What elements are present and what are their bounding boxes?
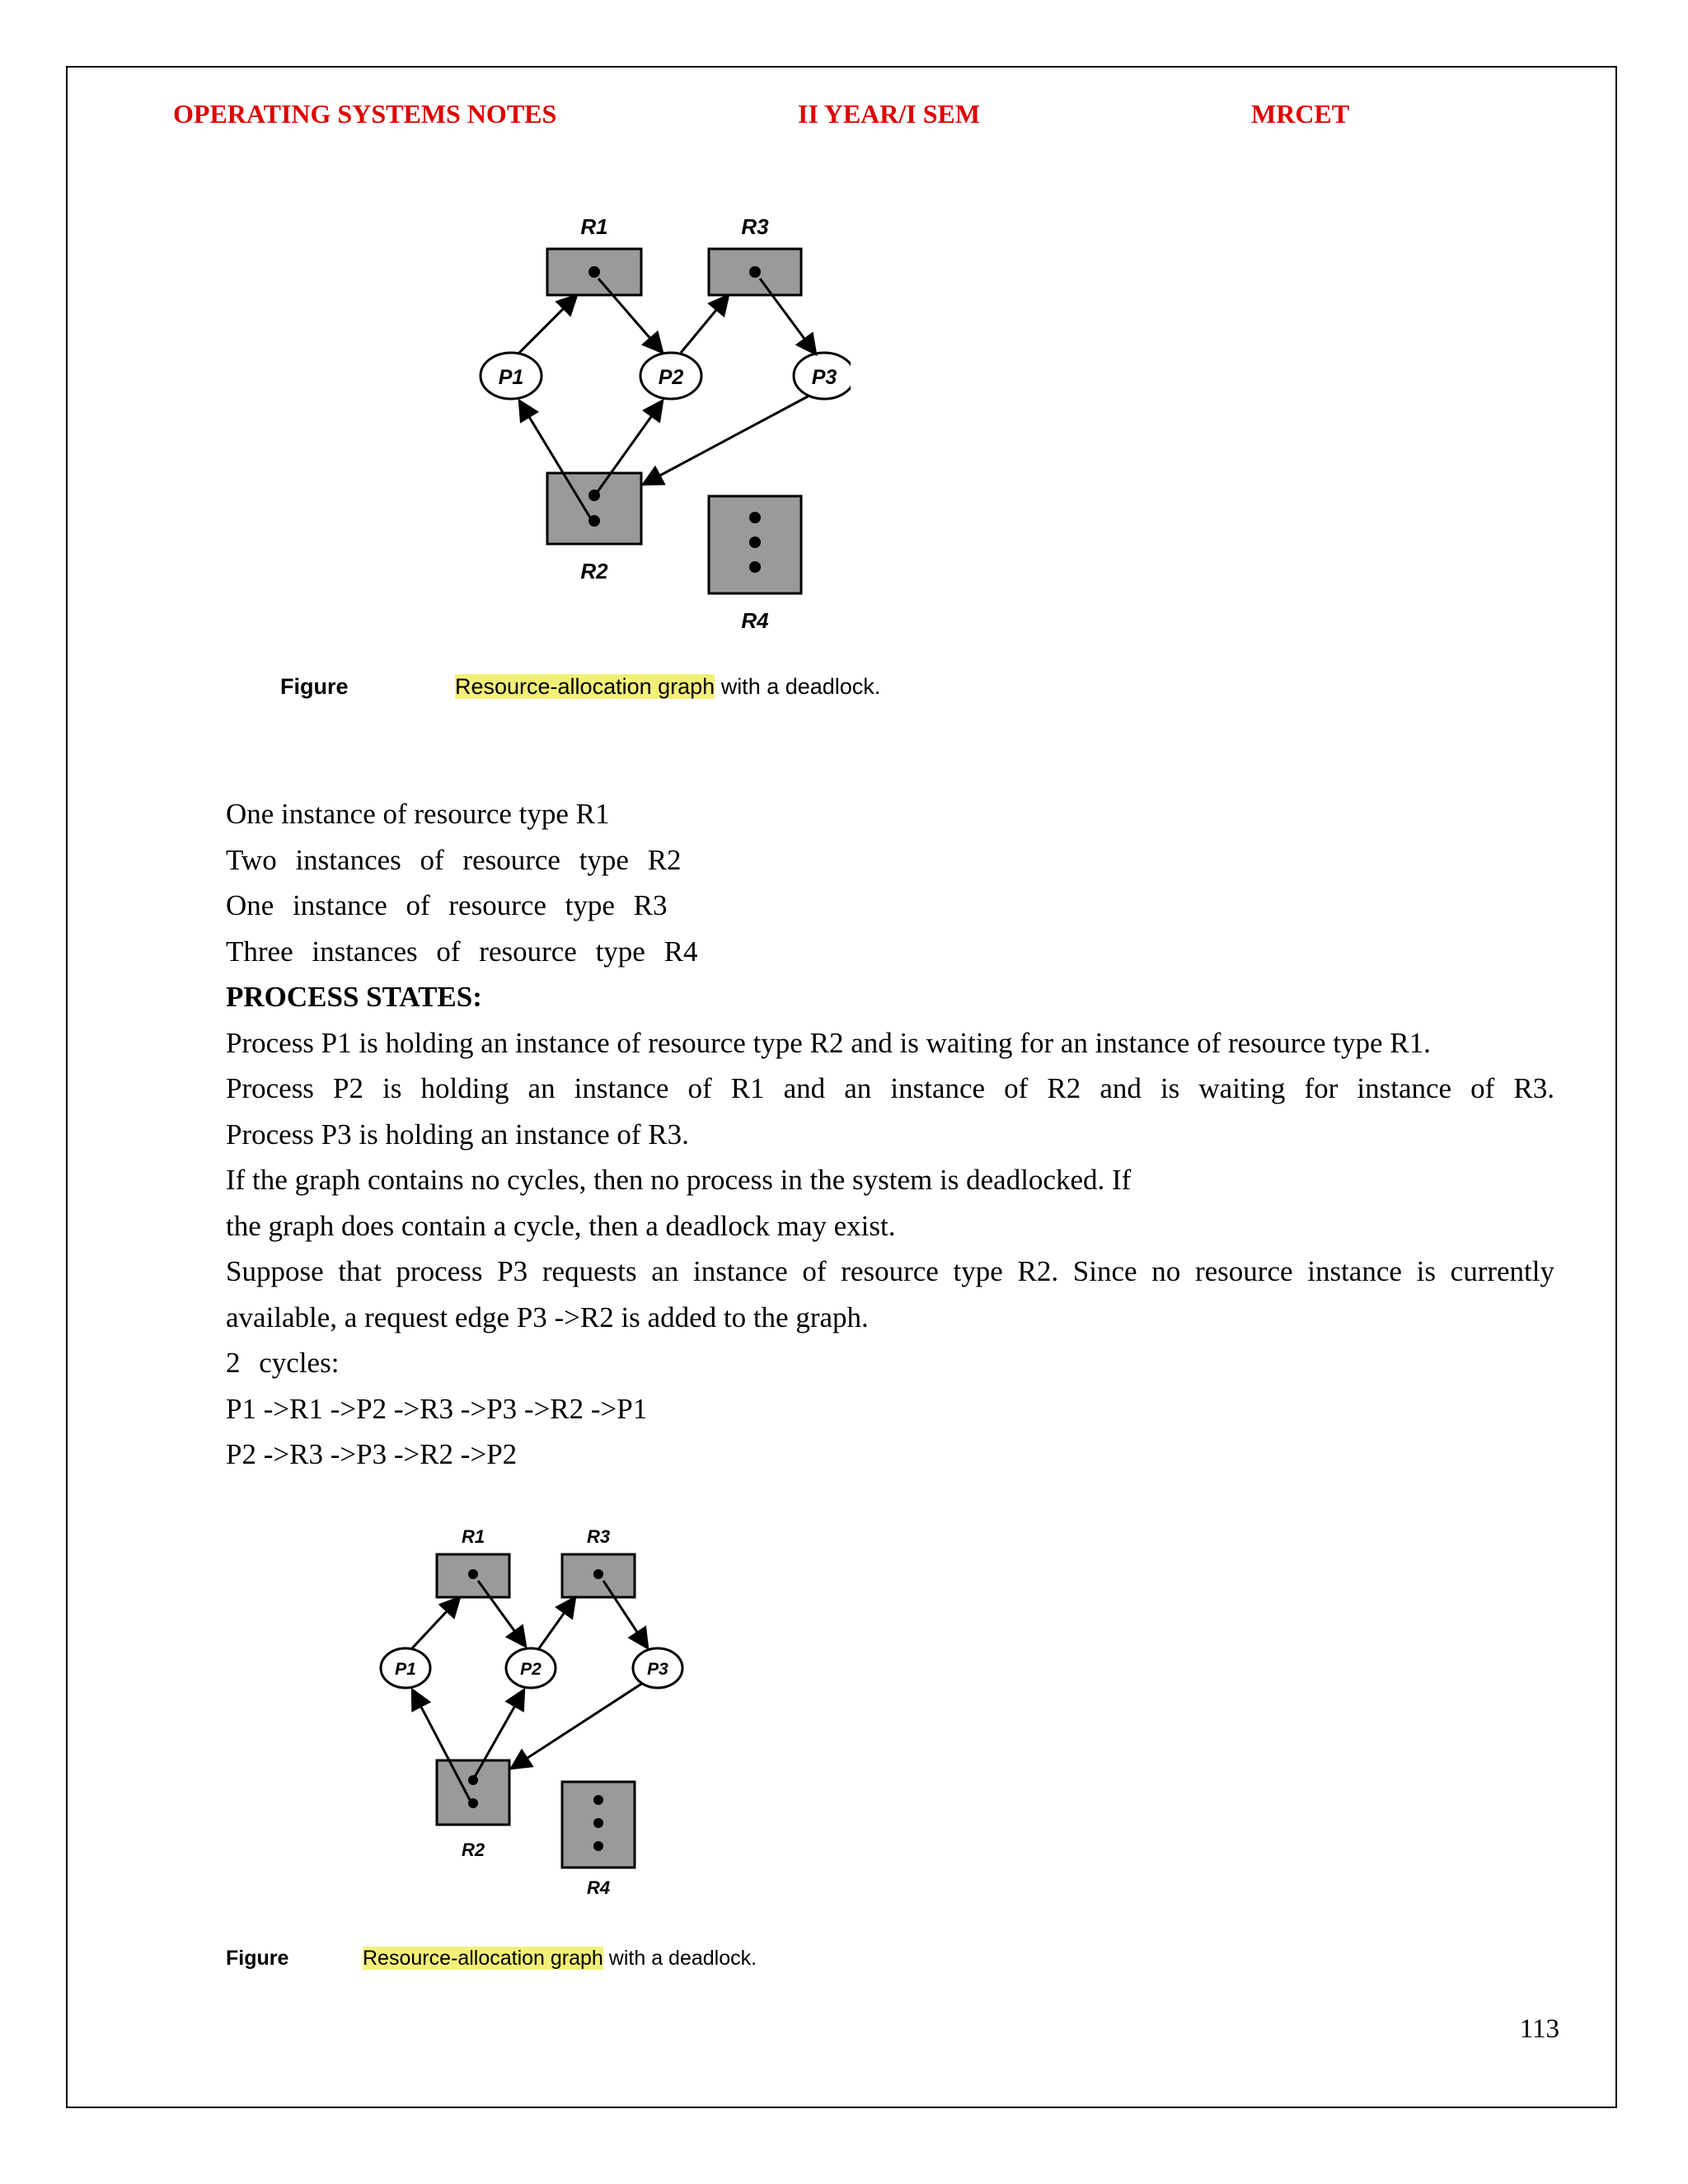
section-heading: PROCESS STATES:	[226, 981, 482, 1013]
label-p2: P2	[520, 1660, 542, 1679]
label-p3: P3	[647, 1660, 668, 1679]
label-r2: R2	[580, 559, 608, 583]
paragraph: Suppose that process P3 requests an instance of resource type R2. Since no resource instance is currently available, a request edge P3 ->R2 is added to the graph.	[226, 1255, 1554, 1333]
caption-highlight: Resource-allocation graph	[363, 1947, 603, 1970]
body-text	[226, 791, 1554, 1478]
label-r1: R1	[580, 214, 608, 239]
figure-caption-2	[226, 1947, 757, 1971]
caption-rest: with a deadlock.	[715, 674, 881, 699]
label-r4: R4	[741, 608, 769, 633]
resource-allocation-graph-2	[377, 1521, 707, 1905]
label-r1: R1	[461, 1526, 485, 1547]
text-line: Three instances of resource type R4	[226, 935, 698, 968]
caption-rest: with a deadlock.	[603, 1947, 757, 1970]
header-course-title: OPERATING SYSTEMS NOTES	[173, 99, 557, 129]
text-line: P2 ->R3 ->P3 ->R2 ->P2	[226, 1438, 518, 1470]
text-line: One instance of resource type R1	[226, 798, 610, 830]
header-college: MRCET	[1251, 99, 1350, 129]
resource-allocation-graph-1	[471, 208, 851, 640]
caption-highlight: Resource-allocation graph	[455, 674, 715, 699]
label-p1: P1	[395, 1660, 416, 1679]
figure-caption-1	[280, 674, 880, 700]
page-number: 113	[1519, 2014, 1559, 2044]
text-line: 2 cycles:	[226, 1347, 340, 1379]
figure-label: Figure	[226, 1947, 289, 1970]
label-r3: R3	[586, 1526, 611, 1547]
label-r2: R2	[461, 1840, 485, 1860]
text-line: One instance of resource type R3	[226, 889, 668, 921]
label-p2: P2	[658, 366, 684, 389]
paragraph: If the graph contains no cycles, then no process in the system is deadlocked. If	[226, 1164, 1132, 1196]
paragraph: Process P3 is holding an instance of R3.	[226, 1118, 689, 1151]
paragraph: the graph does contain a cycle, then a deadlock may exist.	[226, 1209, 896, 1242]
label-r4: R4	[586, 1877, 611, 1898]
header-year-sem: II YEAR/I SEM	[798, 99, 981, 129]
paragraph: Process P1 is holding an instance of resource type R2 and is waiting for an instance of resource type R1.	[226, 1026, 1431, 1059]
paragraph: Process P2 is holding an instance of R1 and an instance of R2 and is waiting for instance of R3.	[226, 1072, 1554, 1104]
figure-label: Figure	[280, 674, 349, 699]
label-r3: R3	[741, 214, 769, 239]
label-p3: P3	[811, 366, 837, 389]
text-line: Two instances of resource type R2	[226, 843, 682, 876]
label-p1: P1	[498, 366, 524, 389]
text-line: P1 ->R1 ->P2 ->R3 ->P3 ->R2 ->P1	[226, 1392, 648, 1425]
